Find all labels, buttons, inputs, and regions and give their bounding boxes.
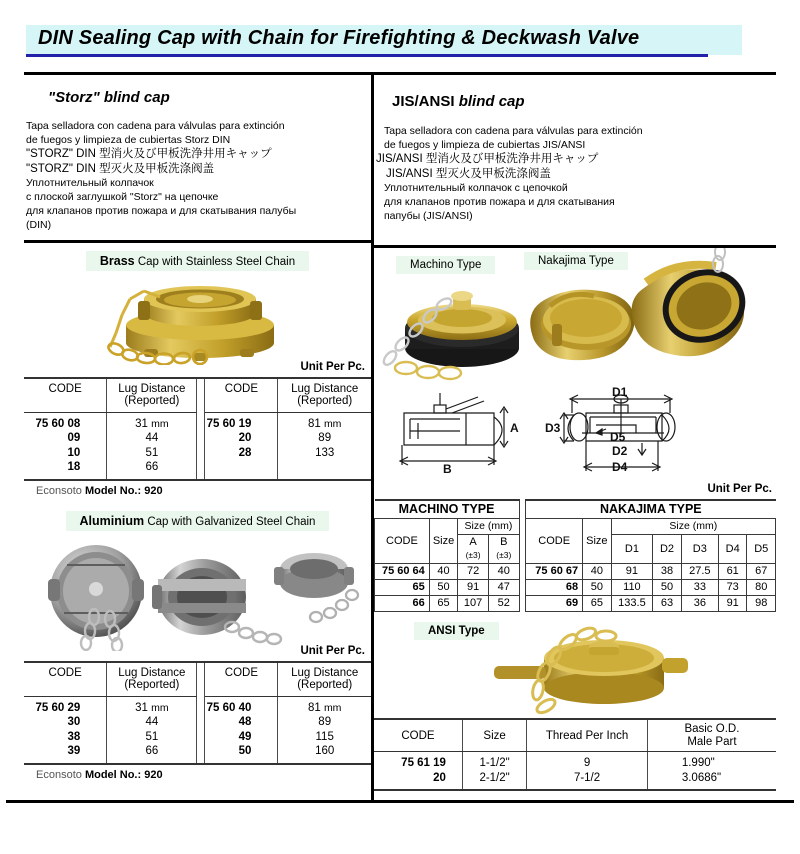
alu-th-code-right: CODE: [205, 662, 278, 697]
r-desc-line-es-2: de fuegos y limpieza de cubiertas JIS/ANSI: [384, 139, 586, 152]
desc-line-es-2: de fuegos y limpieza de cubiertas Storz DIN: [26, 134, 231, 147]
ansi-spec-table: [374, 718, 776, 791]
desc-line-zh: "STORZ" DIN 型灭火及甲板洗涤阀盖: [26, 162, 215, 175]
brass-label-bold: Brass: [99, 253, 135, 268]
desc-line-ru-2: с плоской заглушкой "Storz" на цепочке: [26, 191, 219, 204]
brass-values-left: 31 mm 44 51 66: [107, 412, 197, 480]
r-desc-line-zh: JIS/ANSI 型灭火及甲板洗涤阀盖: [386, 167, 551, 180]
brass-model-prefix: Econsoto: [36, 484, 82, 497]
alu-th-lug-left: Lug Distance (Reported): [107, 662, 197, 697]
brass-lug-table: [24, 377, 371, 481]
jisansi-heading-italic: blind cap: [454, 93, 525, 110]
dim-label-D2: D2: [612, 444, 628, 459]
alu-model-text: Model No.: 920: [84, 768, 163, 781]
alu-table-gap: [197, 662, 205, 697]
brass-th-code-left: CODE: [24, 378, 107, 413]
r-desc-line-ru-1: Уплотнительный колпачок с цепочкой: [384, 181, 568, 194]
spec-row-1: 75 60 64 40 72 40 75 60 67 40 91 38 27.5 61 67: [375, 564, 776, 580]
dim-label-B: B: [443, 462, 452, 477]
brass-section-label: [86, 251, 309, 271]
brass-values-right: 81 mm 89 133: [278, 412, 371, 480]
brass-th-lug-left: Lug Distance (Reported): [107, 378, 197, 413]
desc-line-ja: "STORZ" DIN 型消火及び甲板洗浄井用キャップ: [26, 148, 272, 161]
dim-label-D3: D3: [545, 421, 561, 436]
brass-model-text: Model No.: 920: [84, 484, 163, 497]
alu-table-gap-2: [197, 696, 205, 764]
nakajima-th-D2: D2: [653, 535, 681, 564]
ansi-th-code: CODE: [374, 719, 462, 752]
ansi-tpi: 9 7-1/2: [527, 752, 648, 791]
page-title-banner: [26, 25, 742, 61]
desc-line-din: (DIN): [26, 219, 52, 232]
ansi-photo-group: [374, 618, 776, 716]
alu-section-label: [66, 511, 330, 531]
jis-photo-group: [374, 248, 776, 383]
ansi-codes: 75 61 19 20: [374, 752, 462, 791]
machino-title: MACHINO TYPE: [375, 500, 520, 519]
dim-label-D4: D4: [612, 460, 628, 475]
brass-codes-left: 75 60 08 09 10 18: [24, 412, 107, 480]
alu-label-rest: Cap with Galvanized Steel Chain: [144, 515, 316, 528]
brass-th-lug-right: Lug Distance (Reported): [278, 378, 371, 413]
ansi-th-size: Size: [462, 719, 526, 752]
nakajima-th-code: CODE: [526, 519, 583, 564]
r-desc-line-ru-3: папубы (JIS/ANSI): [384, 210, 473, 223]
brass-cap-image: [24, 273, 371, 365]
alu-model-prefix: Econsoto: [36, 768, 82, 781]
alu-codes-left: 75 60 29 30 38 39: [24, 696, 107, 764]
jis-unit-note: Unit Per Pc.: [707, 483, 772, 496]
r-desc-line-ru-2: для клапанов против пожара и для скатывания: [384, 196, 615, 209]
alu-unit-note: Unit Per Pc.: [300, 644, 365, 657]
right-column: [374, 75, 776, 791]
brass-codes-right: 75 60 19 20 28: [205, 412, 278, 480]
r-desc-line-ja: JIS/ANSI 型消火及び甲板洗浄井用キャップ: [376, 153, 599, 166]
ansi-type-label: ANSI Type: [414, 622, 499, 640]
brass-table-gap: [197, 378, 205, 413]
spec-row-2: 65 50 91 47 68 50 110 50 33 73 80: [375, 580, 776, 596]
dim-label-A: A: [510, 421, 519, 436]
dim-label-D5: D5: [610, 430, 626, 445]
r-desc-line-es-1: Tapa selladora con cadena para válvulas para extinción: [384, 125, 643, 137]
alu-model-note: [24, 765, 371, 781]
desc-line-ru-1: Уплотнительный колпачок: [26, 176, 154, 189]
nakajima-th-D4: D4: [718, 535, 746, 564]
page-title: DIN Sealing Cap with Chain for Firefighting & Deckwash Valve: [38, 27, 640, 49]
frame-bottom-rule: [6, 800, 794, 803]
alu-values-left: 31 mm 44 51 66: [107, 696, 197, 764]
alu-values-right: 81 mm 89 115 160: [278, 696, 371, 764]
machino-type-label: Machino Type: [396, 256, 495, 274]
ansi-th-od: Basic O.D. Male Part: [647, 719, 776, 752]
nakajima-title: NAKAJIMA TYPE: [526, 500, 776, 519]
nakajima-th-size-mm: Size (mm): [611, 519, 775, 535]
dim-label-D1: D1: [612, 385, 628, 400]
alu-th-code-left: CODE: [24, 662, 107, 697]
machino-th-size-mm: Size (mm): [458, 519, 519, 535]
brass-th-code-right: CODE: [205, 378, 278, 413]
brass-model-note: [24, 481, 371, 497]
nakajima-th-D3: D3: [681, 535, 718, 564]
spec-gap-3: [519, 535, 526, 564]
ansi-od: 1.990" 3.0686": [647, 752, 776, 791]
storz-heading: "Storz" blind cap: [48, 89, 170, 106]
dimension-diagrams: [374, 379, 776, 489]
left-column: [24, 75, 371, 781]
desc-line-ru-3: для клапанов против пожара и для скатывания палубы: [26, 205, 297, 218]
alu-codes-right: 75 60 40 48 49 50: [205, 696, 278, 764]
nakajima-th-D5: D5: [747, 535, 776, 564]
spec-row-3: 66 65 107 52 69 65 133.5 63 36 91 98: [375, 596, 776, 612]
machino-th-size: Size: [429, 519, 457, 564]
machino-th-B: B (±3): [488, 535, 519, 564]
brass-label-rest: Cap with Stainless Steel Chain: [134, 255, 296, 268]
machino-nakajima-spec-table: [374, 499, 776, 612]
jisansi-heading-bold: JIS/ANSI: [392, 93, 455, 110]
machino-th-code: CODE: [375, 519, 430, 564]
jisansi-heading: [392, 93, 776, 110]
storz-description: [26, 119, 371, 233]
brass-table-gap-2: [197, 412, 205, 480]
ansi-th-tpi: Thread Per Inch: [527, 719, 648, 752]
jisansi-description: [376, 124, 776, 223]
alu-th-lug-right: Lug Distance (Reported): [278, 662, 371, 697]
brass-unit-note: Unit Per Pc.: [300, 360, 365, 373]
title-underline: [26, 54, 708, 57]
ansi-sizes: 1-1/2" 2-1/2": [462, 752, 526, 791]
nakajima-type-label: Nakajima Type: [524, 252, 628, 270]
alu-label-bold: Aluminium: [79, 513, 145, 528]
nakajima-th-size: Size: [583, 519, 611, 564]
nakajima-th-D1: D1: [611, 535, 653, 564]
aluminium-lug-table: [24, 661, 371, 765]
desc-line-es-1: Tapa selladora con cadena para válvulas para extinción: [26, 120, 285, 132]
machino-th-A: A (±3): [458, 535, 489, 564]
aluminium-cap-image: [24, 533, 371, 651]
